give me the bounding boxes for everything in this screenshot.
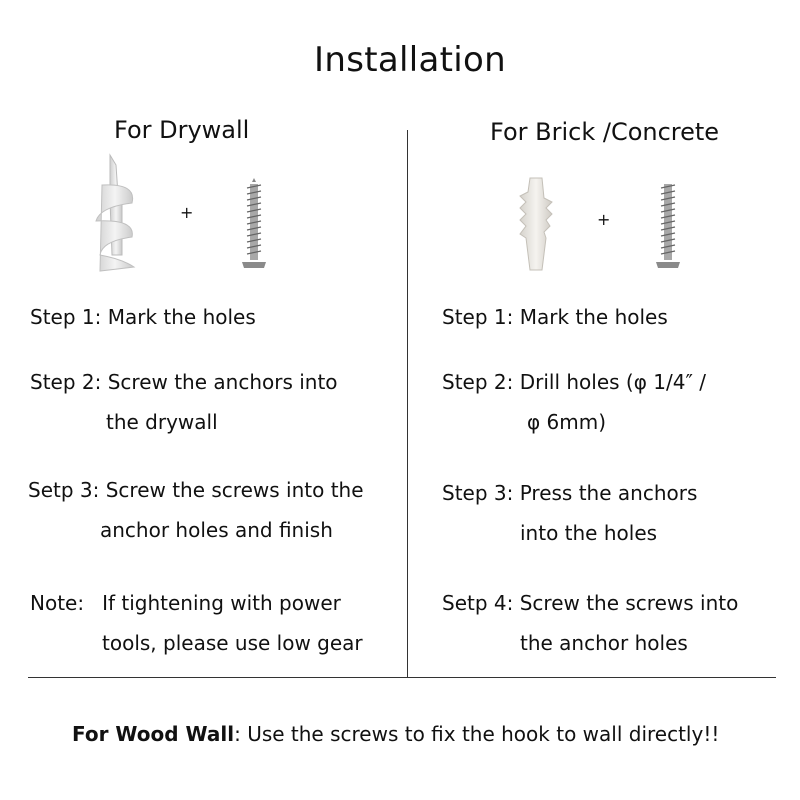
plus-sign: + xyxy=(180,203,194,222)
concrete-step-2-line1: Step 2: Drill holes (φ 1/4″ / xyxy=(442,370,707,394)
drywall-step-3-line2: anchor holes and finish xyxy=(100,518,333,542)
concrete-step-1: Step 1: Mark the holes xyxy=(442,305,668,329)
concrete-step-2 xyxy=(442,362,706,442)
drywall-step-2 xyxy=(30,362,338,442)
concrete-step-4-line1: Setp 4: Screw the screws into xyxy=(442,591,739,615)
drywall-step-2-line2: the drywall xyxy=(106,410,218,434)
drywall-heading: For Drywall xyxy=(114,116,250,144)
drywall-screw-icon xyxy=(240,182,268,272)
concrete-step-2-line2: φ 6mm) xyxy=(527,410,607,434)
concrete-step-3-line1: Step 3: Press the anchors xyxy=(442,481,698,505)
drywall-step-3-line1: Setp 3: Screw the screws into the xyxy=(28,478,364,502)
concrete-step-3 xyxy=(442,473,697,553)
concrete-screw-icon xyxy=(654,182,682,272)
note-line1: If tightening with power xyxy=(102,591,341,615)
page-title: Installation xyxy=(314,40,506,80)
concrete-step-4-line2: the anchor holes xyxy=(520,631,688,655)
drywall-note xyxy=(30,583,363,663)
wood-wall-note xyxy=(72,722,719,746)
concrete-step-3-line2: into the holes xyxy=(520,521,658,545)
footer-divider xyxy=(28,677,776,678)
drywall-step-1: Step 1: Mark the holes xyxy=(30,305,256,329)
wood-wall-text: : Use the screws to fix the hook to wall directly!! xyxy=(234,722,720,746)
concrete-step-4 xyxy=(442,583,738,663)
note-label: Note: xyxy=(30,591,85,615)
note-line2: tools, please use low gear xyxy=(102,631,363,655)
concrete-heading: For Brick /Concrete xyxy=(490,118,720,146)
concrete-anchor-icon xyxy=(516,178,556,272)
drywall-step-3 xyxy=(28,470,364,550)
plus-sign: + xyxy=(597,210,611,229)
drywall-step-2-line1: Step 2: Screw the anchors into xyxy=(30,370,338,394)
column-divider xyxy=(407,130,408,678)
drywall-anchor-icon xyxy=(92,155,142,275)
wood-wall-label: For Wood Wall xyxy=(72,722,235,746)
